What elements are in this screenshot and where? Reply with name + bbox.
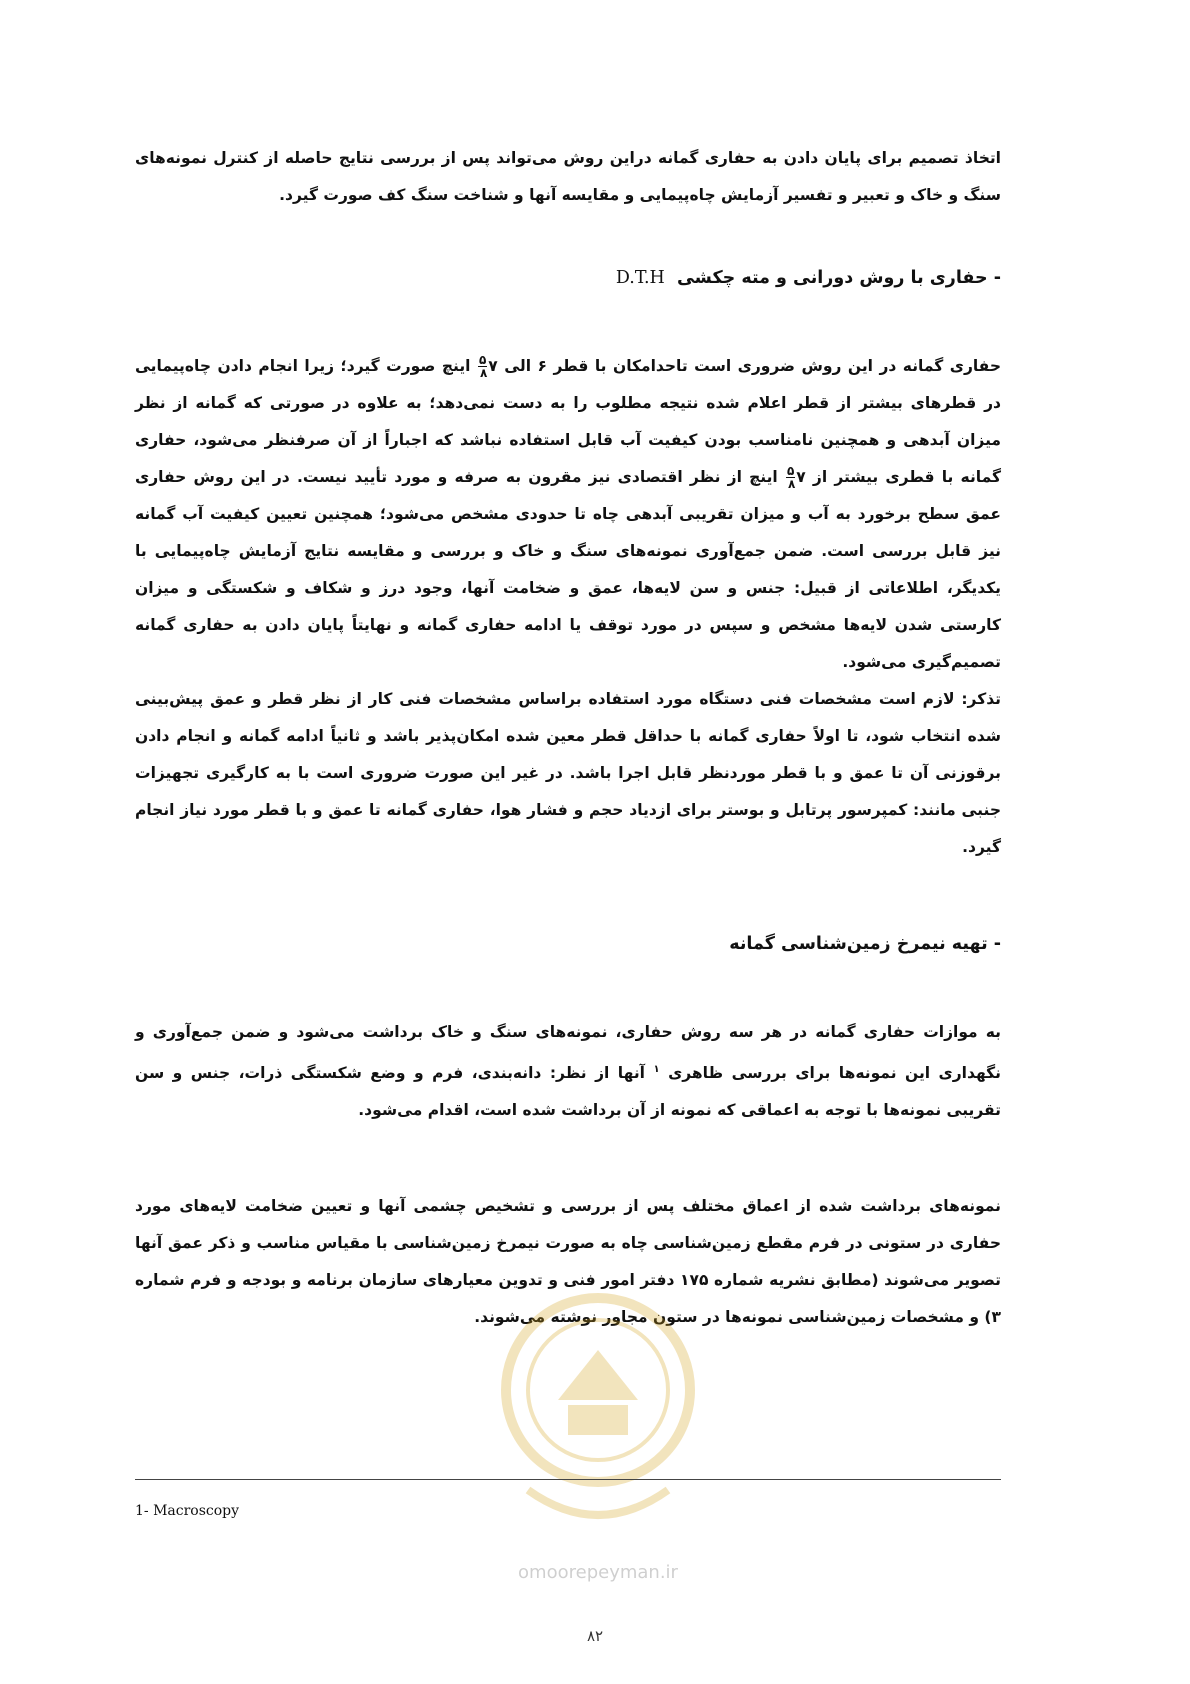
watermark-url: omoorepeyman.ir [518, 1562, 678, 1583]
heading-1-latin: D.T.H [615, 268, 665, 288]
paragraph-4-wrap [135, 1014, 1001, 1129]
body-text [135, 140, 1001, 214]
fraction-numerator: ۵ [786, 464, 795, 478]
paragraph-2-part-b: اینچ صورت گیرد؛ زیرا انجام دادن چاه‌پیمایی در قطرهای بیشتر از قطر اعلام شده نتیجه مطلوب را به دست نمی‌دهد؛ به علاوه در صورتی که گمانه از نظر میزان آبدهی و همچنین نامناسب بودن کیفیت آب قابل استفاده نباشد که اجباراً از آن صرفنظر می‌شود، حفاری گمانه با قطری بیشتر از ۷ [135, 357, 1001, 486]
footnote-marker: ۱ [653, 1064, 660, 1075]
paragraph-2-part-c: اینچ از نظر اقتصادی نیز مقرون به صرفه و مورد تأیید نیست. در این روش حفاری عمق سطح برخورد به آب و میزان تقریبی آبدهی چاه تا حدودی مشخص می‌شود؛ همچنین تعیین کیفیت آب گمانه نیز قابل بررسی است. ضمن جمع‌آوری نمونه‌های سنگ و خاک و بررسی و مقایسه نتایج آزمایش چاه‌پیمایی با یکدیگر، اطلاعاتی از قبیل: جنس و سن لایه‌ها، عمق و ضخامت آنها، وجود درز و شکاف و شکستگی و میزان کارستی شدن لایه‌ها مشخص و سپس در مورد توقف یا ادامه حفاری گمانه و نهایتاً پایان دادن به حفاری گمانه تصمیم‌گیری می‌شود. [135, 468, 1001, 671]
fraction-numerator: ۵ [478, 353, 487, 367]
watermark-logo [498, 1280, 698, 1610]
paragraph-2-part-a: حفاری گمانه در این روش ضروری است تاحدامکان با قطر ۶ الی ۷ [488, 357, 1002, 375]
fraction-denominator: ۸ [787, 477, 796, 491]
footnote-separator [135, 1479, 1001, 1480]
paragraph-4 [135, 1014, 1001, 1129]
section-heading-dth [135, 260, 1001, 297]
fraction-denominator: ۸ [479, 366, 488, 380]
heading-1-text: - حفاری با روش دورانی و مته چکشی [676, 268, 1001, 288]
note-paragraph: تذکر: لازم است مشخصات فنی دستگاه مورد استفاده براساس مشخصات فنی کار از نظر قطر و عمق پیش‌بینی شده انتخاب شود، تا اولاً حفاری گمانه با حداقل قطر معین شده امکان‌پذیر باشد و ثانیاً ادامه گمانه و انجام دادن برقوزنی آن تا عمق و با قطر موردنظر قابل اجرا باشد. در غیر این صورت ضروری است با به کارگیری تجهیزات جنبی مانند: کمپرسور پرتابل و بوستر برای ازدیاد حجم و فشار هوا، حفاری گمانه تا عمق و با قطر مورد نیاز انجام گیرد. [135, 690, 1001, 856]
fraction-five-eighths-2 [786, 465, 795, 490]
paragraph-5: نمونه‌های برداشت شده از اعماق مختلف پس از بررسی و تشخیص چشمی آنها و تعیین ضخامت لایه‌های مورد حفاری در ستونی در فرم مقطع زمین‌شناسی چاه به صورت نیمرخ زمین‌شناسی با مقیاس مناسب و ذکر عمق آنها تصویر می‌شوند (مطابق نشریه شماره ۱۷۵ دفتر امور فنی و تدوین معیارهای سازمان برنامه و بودجه و فرم شماره ۳) و مشخصات زمین‌شناسی نمونه‌ها در ستون مجاور نوشته می‌شوند. [135, 1197, 1001, 1326]
paragraph-2-wrap [135, 348, 1001, 866]
fraction-five-eighths [478, 354, 487, 379]
paragraph-1: اتخاذ تصمیم برای پایان دادن به حفاری گمانه دراین روش می‌تواند پس از بررسی نتایج حاصله از کنترل نمونه‌های سنگ و خاک و تعبیر و تفسیر آزمایش چاه‌پیمایی و مقایسه آنها و شناخت سنگ کف صورت گیرد. [135, 149, 1001, 204]
heading-1-wrap [135, 260, 1001, 297]
paragraph-4-part-a: به موازات حفاری گمانه در هر سه روش حفاری، نمونه‌های سنگ و خاک برداشت می‌شود و ضمن جمع‌آوری و نگهداری این نمونه‌ها برای بررسی ظاهری [135, 1023, 1002, 1083]
paragraph-4-part-b: آنها از نظر: دانه‌بندی، فرم و وضع شکستگی ذرات، جنس و سن تقریبی نمونه‌ها با توجه به اعماقی که نمونه از آن برداشت شده است، اقدام می‌شود. [135, 1064, 1001, 1120]
heading-2-wrap [135, 926, 1001, 963]
page-number: ۸۲ [586, 1627, 604, 1645]
paragraph-2 [135, 348, 1001, 681]
footnote: 1- Macroscopy [135, 1503, 240, 1519]
section-heading-profile: - تهیه نیمرخ زمین‌شناسی گمانه [729, 934, 1001, 954]
watermark-emblem-icon [498, 1280, 698, 1570]
